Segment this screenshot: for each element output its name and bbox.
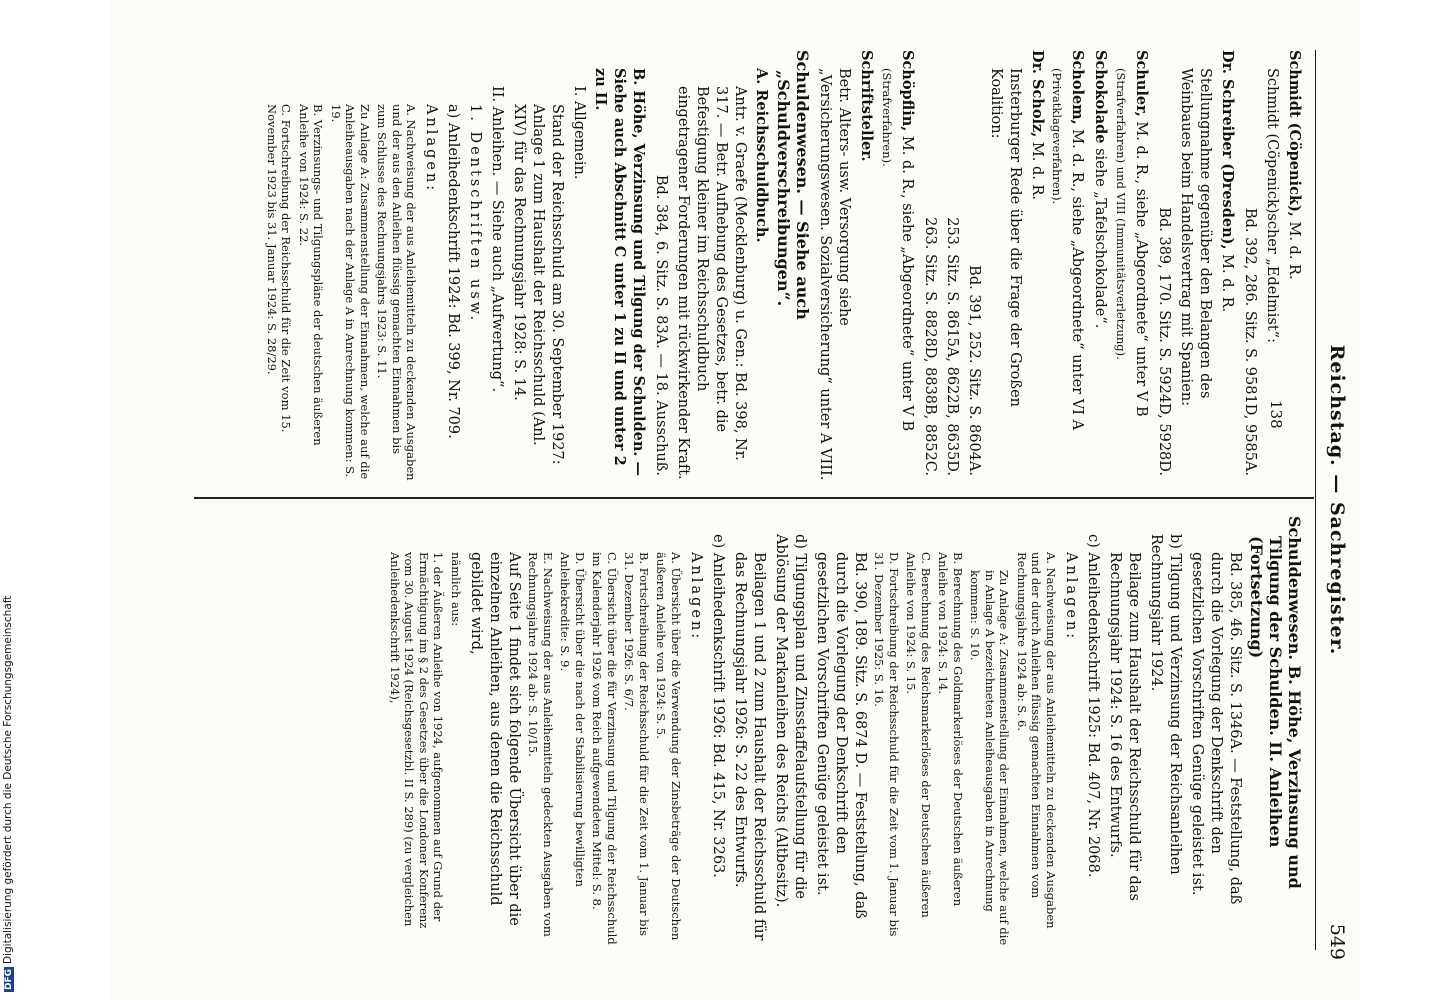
register-entry (592, 50, 649, 482)
register-entry (1091, 50, 1111, 482)
entry-text: D. Fortschreibung der Reichsschuld für die Zeit vom 1. Januar bis 31. Dezember 1925: S. 16. (872, 552, 901, 937)
register-entry (422, 50, 441, 482)
register-entry (466, 50, 485, 482)
entry-text: (Strafverfahren) und VIII (Immunitätsverletzung). (1114, 68, 1128, 360)
register-entry (466, 516, 523, 948)
dfg-logo: DFG (4, 968, 14, 990)
register-entry (857, 50, 877, 482)
entry-text: C. Fortschreibung der Reichsschuld für die Zeit vom 15. November 1923 bis 31. Januar 1924: S. 28/29. (265, 104, 294, 433)
register-entry (880, 50, 895, 482)
entry-text: Schmidt (Cöpenick)scher „Edelmist“: (1264, 68, 1280, 343)
entry-text: Betr. Alters- usw. Versorgung siehe „Versicherungswesen. Sozialversicherung“ unter A VIII. (817, 68, 853, 481)
entry-text: M. d. R., siehe „Abgeordnete“ unter VI A (1069, 124, 1086, 431)
register-entry (375, 50, 419, 482)
register-entry (897, 50, 917, 482)
register-entry (708, 516, 727, 948)
register-entry (775, 50, 813, 482)
register-entry (771, 516, 809, 948)
register-entry (1247, 516, 1304, 948)
entry-text: B. Berechnung des Goldmarkerlöses der Deutschen äußeren Anleihe von 1924: S. 14. (936, 552, 965, 907)
register-entry (388, 516, 446, 948)
entry-text: nämlich aus: (449, 552, 463, 627)
entry-text: B. Höhe, Verzinsung und Tilgung der Schulden. — Siehe auch Abschnitt C unter 1 zu II und unter 2 zu II. (592, 68, 648, 477)
register-entry (1240, 50, 1259, 482)
entry-text: (Strafverfahren). (880, 68, 894, 167)
entry-text: Bd. 385, 46. Sitz. S. 1346A. — Feststellung, daß durch die Vorlegung der Denkschrift den gesetzlichen Vorschriften Genüge geleistet ist. (1189, 552, 1243, 905)
register-entry (920, 50, 939, 482)
entry-text: d) Tilgungsplan und Zinsstaffelaufstellung für die Ablösung der Markanleihen des Reichs (Altbesitz). (773, 534, 808, 908)
entry-text: Zu Anlage A: Zusammenstellung der Einnahmen, welche auf die Anleiheausgaben nach der Anlage A in Anrechnung kommen: S. 19. (329, 104, 372, 480)
register-entry (622, 516, 651, 948)
entry-text: D. Übersicht über die nach der Stabilisierung bewilligten Anleihekredite: S. 9. (558, 552, 587, 887)
entry-text: (Privatklageverfahren). (1050, 68, 1065, 205)
entry-keyword: Schöpflin, (899, 50, 916, 132)
entry-text: Antr. v. Graefe (Mecklenburg) u. Gen.: Bd. 398, Nr. 317. — Betr. Aufhebung des Gesetzes, betr. die Befestigung kleiner im Reichsschuldbuch eingetragener Forderungen mit rückwirkender Kraft. (675, 86, 749, 480)
entry-text: A. Nachweisung der aus Anleihemitteln zu deckenden Ausgaben und der aus den Anleihen flüssig gemachten Einnahmen bis zum Schlusse des Rechnungsjahrs 1923: S. 11. (375, 104, 419, 481)
entry-text: B. Verzinsungs- und Tilgungspläne der deutschen äußeren Anleihe von 1924: S. 22. (297, 104, 326, 446)
entry-text: C. Übersicht über die für Verzinsung und Tilgung der Reichsschuld im Kalenderjahr 1926 vom Reich aufgewendeten Mittel: S. 8. (590, 552, 619, 945)
register-entry (1217, 50, 1237, 482)
entry-text: M. d. R., siehe „Abgeordnete“ unter V B (1133, 116, 1149, 417)
register-entry (942, 50, 961, 482)
register-entry (1083, 516, 1102, 948)
page-number: 549 (1326, 923, 1348, 960)
rotated-register-page (122, 50, 1356, 960)
column-divider (194, 497, 1314, 499)
funding-note-text: Digitalisierung gefördert durch die Deutsche Forschungsgemeinschaft (2, 595, 14, 964)
entry-keyword: Scholem, (1069, 50, 1087, 125)
entry-text: II. Anleihen. — Siehe auch „Aufwertung“. (489, 86, 506, 393)
register-entry (444, 50, 463, 482)
register-entry (1176, 50, 1214, 482)
entry-keyword: Dr. Scholz, (1029, 50, 1046, 138)
register-entry (872, 516, 901, 948)
entry-text: Bd. 392, 286. Sitz. S. 9581D, 9585A. (1242, 207, 1258, 476)
register-entry (674, 50, 750, 482)
entry-keyword: Schmidt (Cöpenick), (1286, 50, 1303, 217)
register-entry (1131, 50, 1151, 482)
entry-text: 1. Dentschriften usw. (467, 104, 484, 324)
register-entry (654, 516, 683, 948)
entry-text: Bd. 391, 252. Sitz. S. 8604A. (966, 265, 982, 476)
register-entry (730, 516, 768, 948)
register-column-first (262, 50, 1305, 482)
register-entry (1015, 516, 1059, 948)
entry-text: 253. Sitz. S. 8615A, 8622B, 8635D. (944, 217, 960, 476)
register-entry (1050, 50, 1065, 482)
register-entry (329, 50, 373, 482)
entry-text: Anlagen: (423, 104, 440, 194)
entry-text: I. Allgemein. (571, 86, 588, 180)
entry-text: b) Tilgung und Verzinsung der Reichsanleihen Rechnungsjahr 1924. (1148, 534, 1183, 875)
register-entry (1114, 50, 1129, 482)
entry-text: siehe „Tafelschokolade“. (1092, 143, 1109, 329)
entry-text: Bd. 390, 189. Sitz. S. 6874 D. — Feststellung, daß durch die Vorlegung der Denkschrift den gesetzlichen Vorschriften Genüge geleistet ist. (814, 552, 868, 919)
entry-text: A. Nachweisung der aus Anleihemitteln zu deckenden Ausgaben und der durch Anleihen flüssig gemachten Einnahmen vom Rechnungsjahre 1924 ab: S. 6. (1015, 552, 1058, 929)
register-entry (510, 50, 567, 482)
register-entry (904, 516, 933, 948)
entry-text: Bd. 389, 170. Sitz. S. 5924D, 5928D. (1156, 207, 1172, 476)
register-entry (986, 50, 1024, 482)
register-column-second (385, 516, 1305, 948)
entry-text: Auf Seite 1 findet sich folgende Übersicht über die einzelnen Anleihen, aus denen die Reichsschuld gebildet wird, (468, 552, 522, 926)
page-header (1315, 50, 1356, 960)
entry-text: Zu Anlage A: Zusammenstellung der Einnahmen, welche auf die in Anlage A bezeichneten Anleiheausgaben in Anrechnung kommen: S. 10. (968, 570, 1012, 946)
entry-text: M. d. R. (1286, 216, 1302, 280)
register-entry (1068, 50, 1088, 482)
entry-text: Insterburger Rede über die Frage der Großen Koalition: (988, 68, 1023, 407)
register-entry (1061, 516, 1080, 948)
entry-text: a) Anleihedenkschrift 1924: Bd. 399, Nr. 709. (445, 104, 462, 439)
entry-keyword: Dr. Schreiber (Dresden), (1219, 50, 1236, 250)
entry-text: A. Übersicht über die Verwendung der Zinsbeträge der Deutschen äußeren Anleihe von 1924: S. 5. (654, 552, 683, 941)
entry-text: C. Berechnung des Reichsmarkerlöses der Deutschen äußeren Anleihe von 1924: S. 15. (904, 552, 933, 918)
entry-text: c) Anleihedenkschrift 1925: Bd. 407, Nr. 2068. (1085, 534, 1101, 878)
entry-text: B. Höhe, Verzinsung und Tilgung der Schulden. II. Anleihen (Fortsetzung) (1247, 536, 1304, 889)
entry-text: M. d. R. (1219, 249, 1235, 313)
register-entry (1187, 516, 1244, 948)
register-entry (1105, 516, 1143, 948)
funding-note (2, 592, 14, 992)
entry-keyword: Schuler, (1133, 50, 1150, 117)
register-entry (652, 50, 671, 482)
entry-text: A. Reichsschuldbuch. (753, 68, 771, 243)
register-entry (449, 516, 464, 948)
register-entry (1262, 50, 1281, 482)
entry-text: Bd. 384, 6. Sitz. S. 83A. — 18. Ausschuß. (653, 174, 670, 476)
register-entry (964, 50, 983, 482)
register-entry (753, 50, 772, 482)
entry-text: Beilagen 1 und 2 zum Haushalt der Reichsschuld für das Rechnungsjahr 1926: S. 22 des Entwurfs. (732, 552, 767, 941)
side-margin-note (0, 590, 24, 1000)
entry-text: — Siehe auch „Schuldverschreibungen“. (774, 70, 813, 320)
register-entry (812, 516, 869, 948)
entry-text: Stellungnahme gegenüber den Belangen des Weinbaues beim Handelsvertrag mit Spanien: (1178, 68, 1213, 407)
entry-keyword: Schuldenwesen. (793, 50, 813, 194)
register-entry (968, 516, 1012, 948)
register-entry (686, 516, 705, 948)
entry-text: Beilage zum Haushalt der Reichsschuld für das Rechnungsjahr 1924: S. 16 des Entwurfs. (1107, 552, 1142, 901)
entry-text: Stand der Reichsschuld am 30. September 1927: Anlage 1 zum Haushalt der Reichsschuld (Anl. XIV) für das Rechnungsjahr 1928: S. 14. (511, 104, 566, 465)
register-entry (488, 50, 507, 482)
entry-text: E. Nachweisung der aus Anleihemitteln gedeckten Ausgaben vom Rechnungsjahre 1924 ab: S. 10/15. (526, 552, 555, 937)
entry-text: 263. Sitz. S. 8828D, 8838B, 8852C. (922, 217, 938, 476)
register-entry (1027, 50, 1047, 482)
entry-keyword: Schokolade (1092, 50, 1110, 144)
entry-text: Anlagen: (1063, 552, 1079, 642)
entry-text: M. d. R., siehe „Abgeordnete“ unter V B (899, 131, 915, 432)
register-entry (1154, 50, 1173, 482)
register-entry (558, 516, 587, 948)
page-title: Reichstag. — Sachregister. (1326, 344, 1348, 656)
register-entry (570, 50, 589, 482)
entry-keyword: Schriftsteller. (858, 50, 876, 162)
entry-text: B. Fortschreibung der Reichsschuld für die Zeit vom 1. Januar bis 31. Dezember 1926: S. 6/7. (622, 552, 651, 937)
entry-text: Anlagen: (688, 552, 704, 642)
register-entry (936, 516, 965, 948)
register-entry (526, 516, 555, 948)
entry-text: e) Anleihedenkschrift 1926: Bd. 415, Nr. 3263. (710, 534, 726, 878)
register-entry (297, 50, 326, 482)
entry-keyword: Schuldenwesen. (1285, 516, 1304, 660)
entry-text: 1. der Äußeren Anleihe von 1924, aufgenommen auf Grund der Ermächtigung im § 2 des Gesetzes über die Londoner Konferenz vom 30. August 1924 (Reichsgesetzbl. II S. 289) (zu vergleichen Anleihedenkschrift 1924), (388, 552, 446, 929)
register-entry (265, 50, 294, 482)
entry-text: M. d. R. (1029, 137, 1045, 200)
register-entry (1284, 50, 1304, 482)
register-entry (1146, 516, 1184, 948)
register-entry (590, 516, 619, 948)
footer-page-number: 138 (1267, 400, 1285, 429)
register-entry (816, 50, 854, 482)
